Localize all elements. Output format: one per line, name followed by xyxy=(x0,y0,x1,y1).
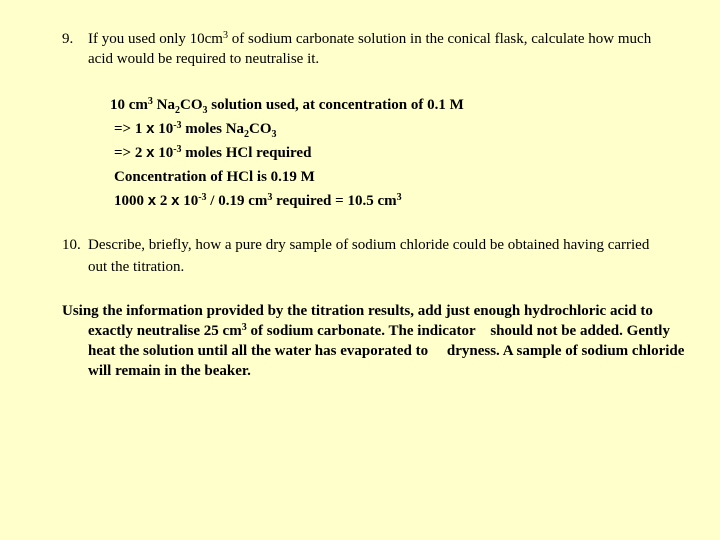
working-line-4: Concentration of HCl is 0.19 M xyxy=(114,169,315,185)
working-superscript: 3 xyxy=(147,96,153,107)
working-superscript: -3 xyxy=(173,144,182,155)
working-text: => 1 xyxy=(114,121,147,137)
question-10-number: 10. xyxy=(62,237,81,253)
working-text: Na xyxy=(152,97,175,113)
question-10 xyxy=(62,234,662,278)
working-line-3 xyxy=(110,141,464,165)
working-superscript: 3 xyxy=(396,192,402,203)
question-9-text xyxy=(88,29,662,69)
question-9-text-part: If you used only 10cm xyxy=(88,31,223,47)
working-line-1 xyxy=(110,93,464,117)
working-subscript: 3 xyxy=(271,129,277,140)
working-text: solution used, at concentration of 0.1 M xyxy=(207,97,464,113)
question-9 xyxy=(62,29,662,69)
working-text: 1000 xyxy=(114,193,148,209)
working-text: 10 xyxy=(154,121,174,137)
answer-paragraph xyxy=(62,301,688,381)
working-text: 10 cm xyxy=(110,97,148,113)
working-line-2 xyxy=(110,117,464,141)
answer-text: of sodium carbonate. The indicator should not be added. Gently heat the solution until all the water has evaporated to dryness. A sample of sodium chloride will remain in the beaker. xyxy=(88,323,689,379)
working-superscript: -3 xyxy=(173,120,182,131)
calculation-working xyxy=(110,93,464,213)
working-text: moles HCl required xyxy=(181,145,312,161)
question-10-text: Describe, briefly, how a pure dry sample of sodium chloride could be obtained having carried out the titration. xyxy=(88,237,650,275)
question-9-text-part: of sodium carbonate solution in the conical flask, calculate how much acid would be required to neutralise it. xyxy=(88,31,652,67)
working-subscript: 2 xyxy=(244,129,250,140)
working-text: moles Na xyxy=(181,121,245,137)
working-text: / 0.19 cm xyxy=(206,193,268,209)
answer-text: Using the information provided by the titration results, add just enough hydrochloric acid to exactly neutralise 25 cm xyxy=(62,303,653,339)
working-text: CO xyxy=(180,97,203,113)
multiply-sign: x xyxy=(171,192,180,209)
working-subscript: 2 xyxy=(175,105,180,116)
working-superscript: -3 xyxy=(198,192,207,203)
multiply-sign: x xyxy=(147,192,157,209)
working-text: 10 xyxy=(154,145,174,161)
answer-superscript: 3 xyxy=(241,322,247,333)
question-9-superscript: 3 xyxy=(222,30,228,41)
working-text: 10 xyxy=(179,193,199,209)
working-superscript: 3 xyxy=(267,192,273,203)
multiply-sign: x xyxy=(146,144,155,161)
working-text: required = 10.5 cm xyxy=(272,193,397,209)
question-9-number: 9. xyxy=(62,31,74,47)
working-line-5 xyxy=(110,189,464,213)
working-text: CO xyxy=(249,121,272,137)
working-text: 2 xyxy=(156,193,172,209)
working-text: => 2 xyxy=(114,145,147,161)
working-subscript: 3 xyxy=(202,105,208,116)
multiply-sign: x xyxy=(146,120,155,137)
